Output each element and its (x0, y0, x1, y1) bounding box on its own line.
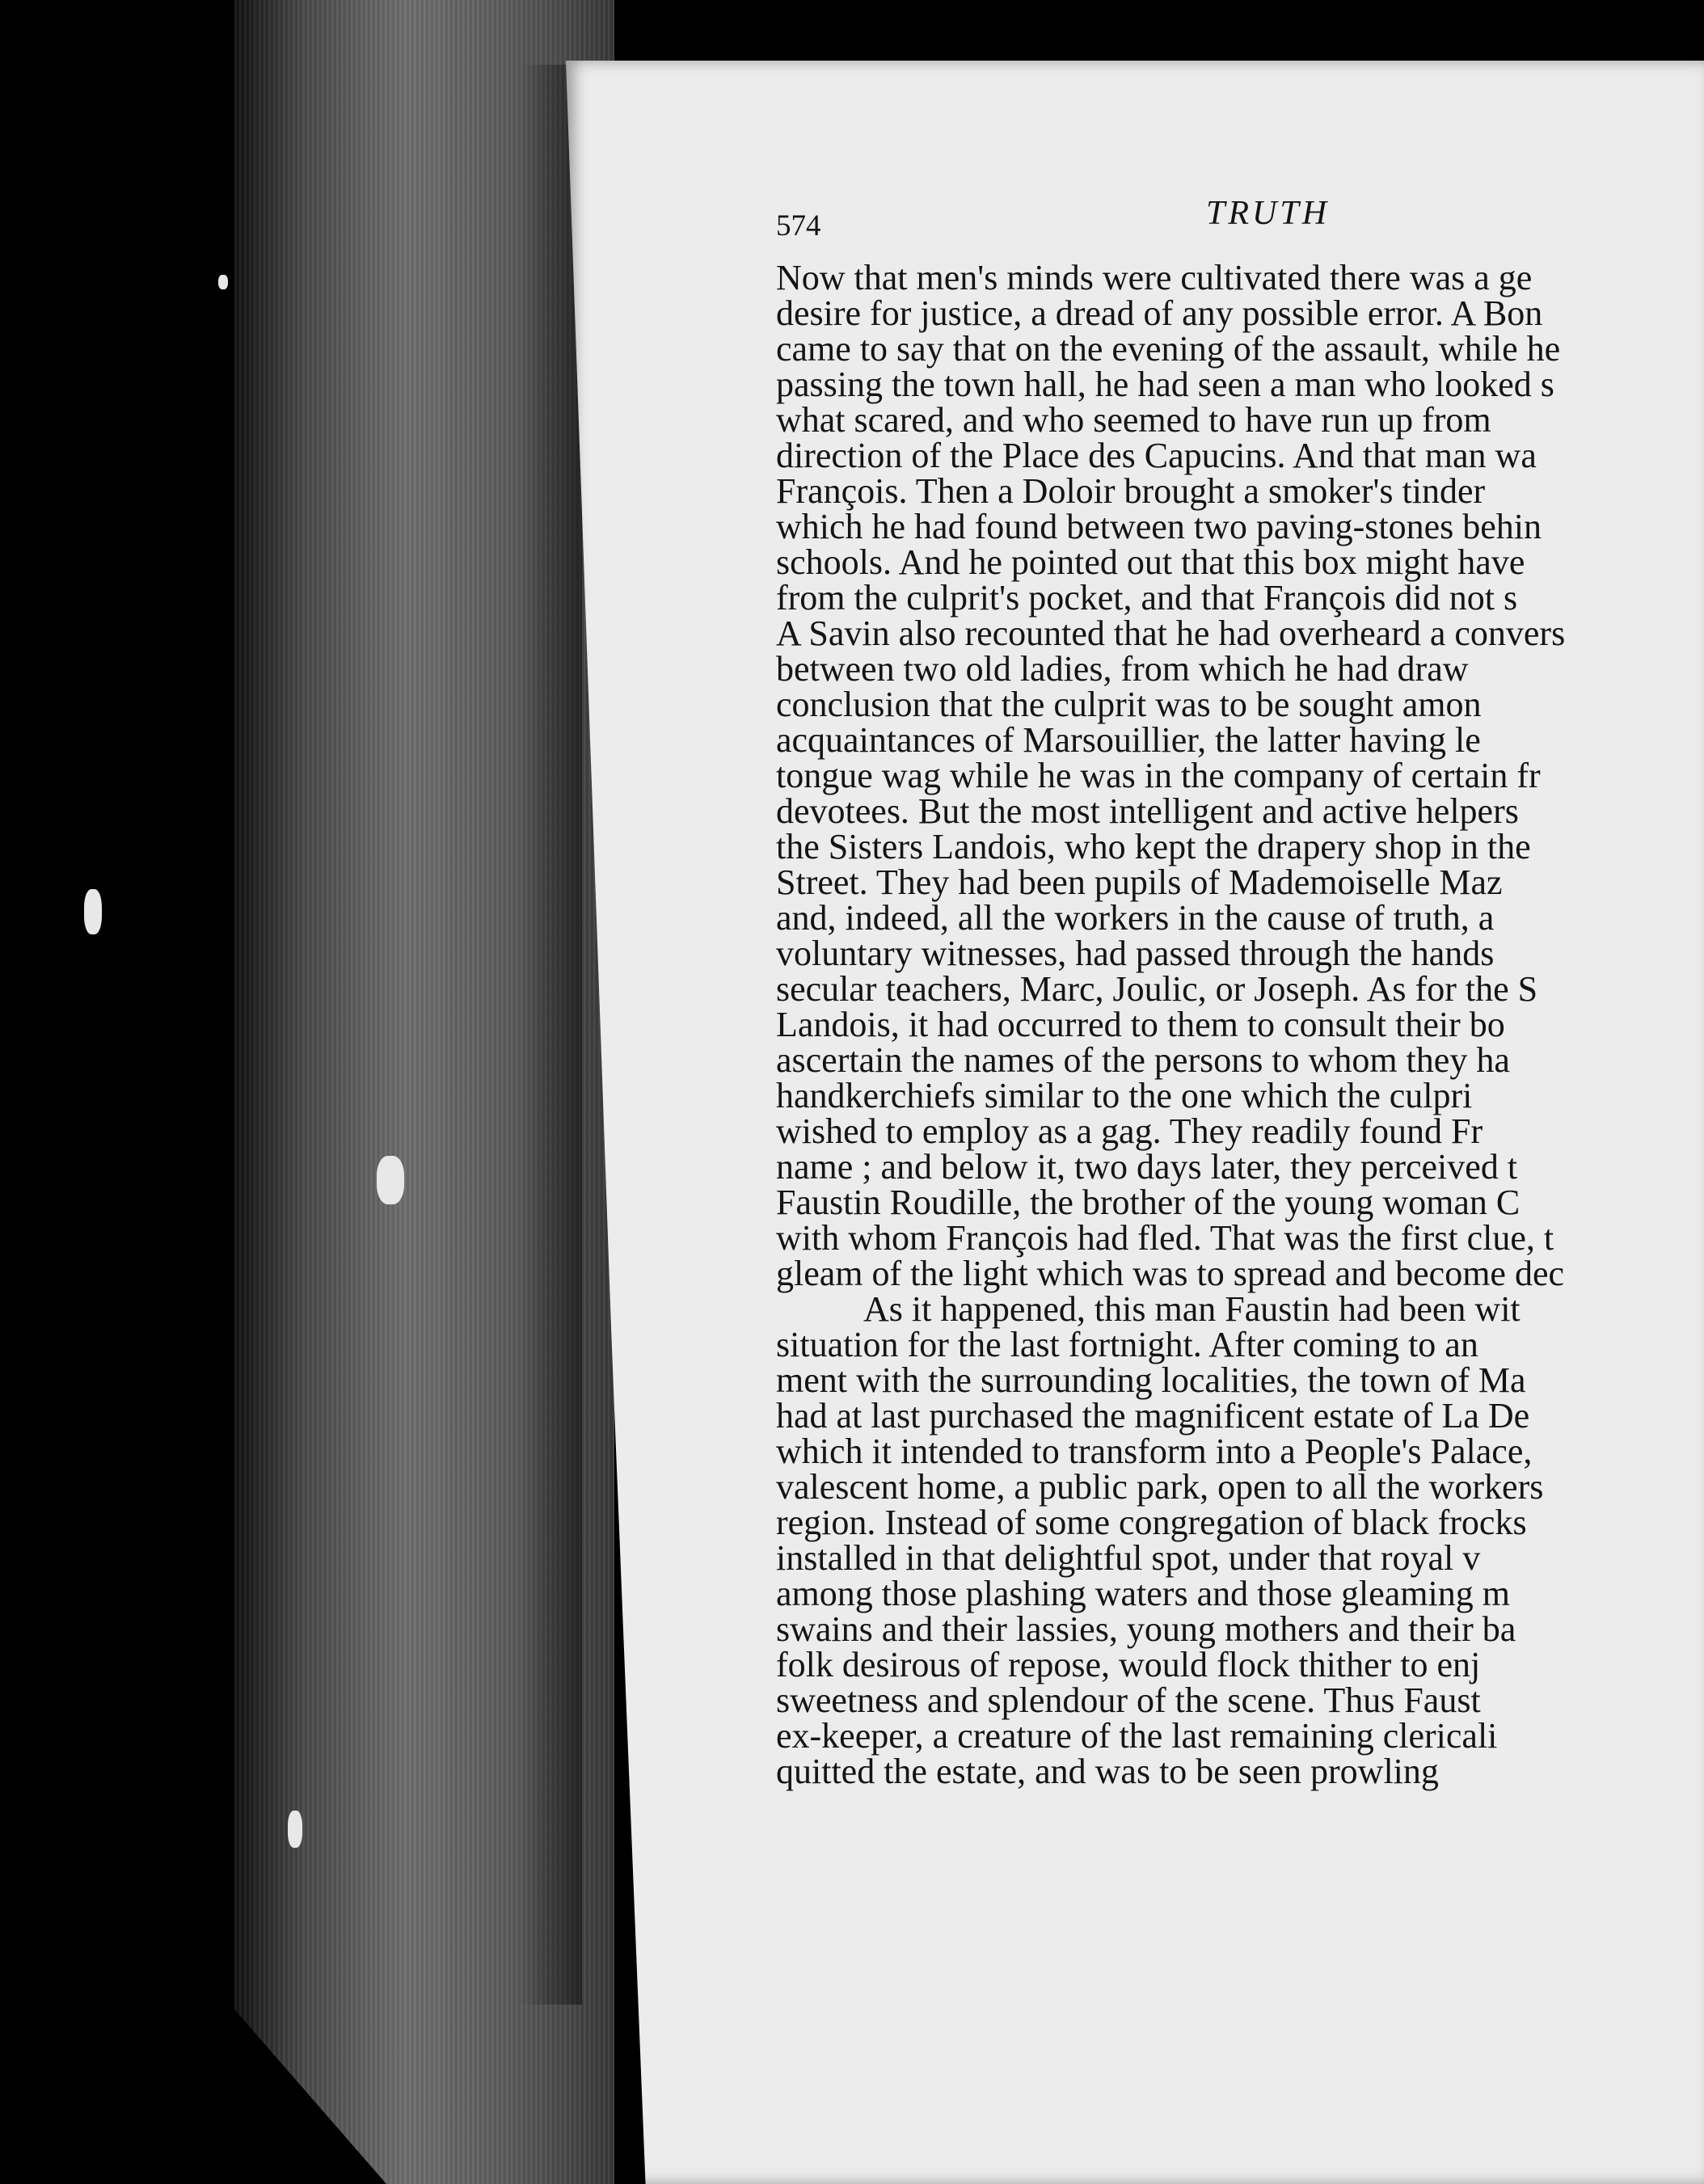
text-line: from the culprit's pocket, and that François did not s (776, 578, 1518, 618)
text-line: among those plashing waters and those gleaming m (776, 1574, 1510, 1613)
text-line: region. Instead of some congregation of black frocks (776, 1503, 1527, 1542)
dust-speck (288, 1811, 302, 1848)
text-line: wished to employ as a gag. They readily found Fr (776, 1111, 1483, 1151)
text-line: François. Then a Doloir brought a smoker's tinder (776, 471, 1486, 511)
text-line: folk desirous of repose, would flock thither to enj (776, 1645, 1481, 1684)
text-line: direction of the Place des Capucins. And that man wa (776, 436, 1537, 475)
paragraph-start-line: As it happened, this man Faustin had been wit (863, 1289, 1521, 1329)
text-line: handkerchiefs similar to the one which the culpri (776, 1076, 1473, 1115)
text-line: ascertain the names of the persons to whom they ha (776, 1040, 1510, 1080)
running-title: TRUTH (1206, 195, 1331, 232)
text-line: acquaintances of Marsouillier, the latter having le (776, 720, 1481, 760)
text-line: Street. They had been pupils of Mademoiselle Maz (776, 862, 1503, 902)
text-line: devotees. But the most intelligent and active helpers (776, 791, 1519, 831)
text-line: between two old ladies, from which he had draw (776, 649, 1469, 689)
text-line: which he had found between two paving-stones behin (776, 507, 1542, 546)
text-line: secular teachers, Marc, Joulic, or Joseph. As for the S (776, 969, 1538, 1009)
text-line: which it intended to transform into a People's Palace, (776, 1431, 1533, 1471)
gutter-shadow (517, 65, 582, 2005)
text-line: voluntary witnesses, had passed through the hands (776, 934, 1495, 973)
text-line: Faustin Roudille, the brother of the young woman C (776, 1183, 1521, 1222)
text-line: quitted the estate, and was to be seen prowling (776, 1752, 1439, 1791)
text-line: with whom François had fled. That was the first clue, t (776, 1218, 1554, 1258)
dust-speck (377, 1156, 404, 1204)
text-line: passing the town hall, he had seen a man who looked s (776, 365, 1554, 404)
text-line: the Sisters Landois, who kept the drapery shop in the (776, 827, 1531, 866)
text-line: Landois, it had occurred to them to consult their bo (776, 1005, 1505, 1044)
text-line: tongue wag while he was in the company of certain fr (776, 756, 1541, 795)
text-line: name ; and below it, two days later, they perceived t (776, 1147, 1518, 1187)
running-head (776, 194, 1704, 251)
text-line: ex-keeper, a creature of the last remaining clericali (776, 1716, 1498, 1756)
text-line: swains and their lassies, young mothers and their ba (776, 1609, 1516, 1649)
text-line: situation for the last fortnight. After coming to an (776, 1325, 1478, 1364)
text-line: installed in that delightful spot, under that royal v (776, 1538, 1481, 1578)
text-line: had at last purchased the magnificent estate of La De (776, 1396, 1530, 1436)
text-line: and, indeed, all the workers in the cause of truth, a (776, 898, 1495, 938)
body-text (776, 260, 1704, 1790)
text-line: Now that men's minds were cultivated there was a ge (776, 258, 1533, 297)
text-line: ment with the surrounding localities, the town of Ma (776, 1360, 1526, 1400)
text-line: sweetness and splendour of the scene. Thus Faust (776, 1680, 1481, 1720)
text-line: came to say that on the evening of the assault, while he (776, 329, 1561, 369)
text-line: A Savin also recounted that he had overheard a convers (776, 613, 1566, 653)
dust-speck (84, 889, 102, 934)
text-line: desire for justice, a dread of any possible error. A Bon (776, 293, 1543, 333)
text-line: what scared, and who seemed to have run up from (776, 400, 1491, 440)
text-line: conclusion that the culprit was to be sought amon (776, 685, 1482, 724)
text-line: valescent home, a public park, open to all the workers (776, 1467, 1544, 1507)
dust-speck (218, 275, 228, 289)
text-line: gleam of the light which was to spread and become dec (776, 1254, 1565, 1293)
text-line: schools. And he pointed out that this box might have (776, 542, 1525, 582)
page-number: 574 (776, 209, 821, 242)
